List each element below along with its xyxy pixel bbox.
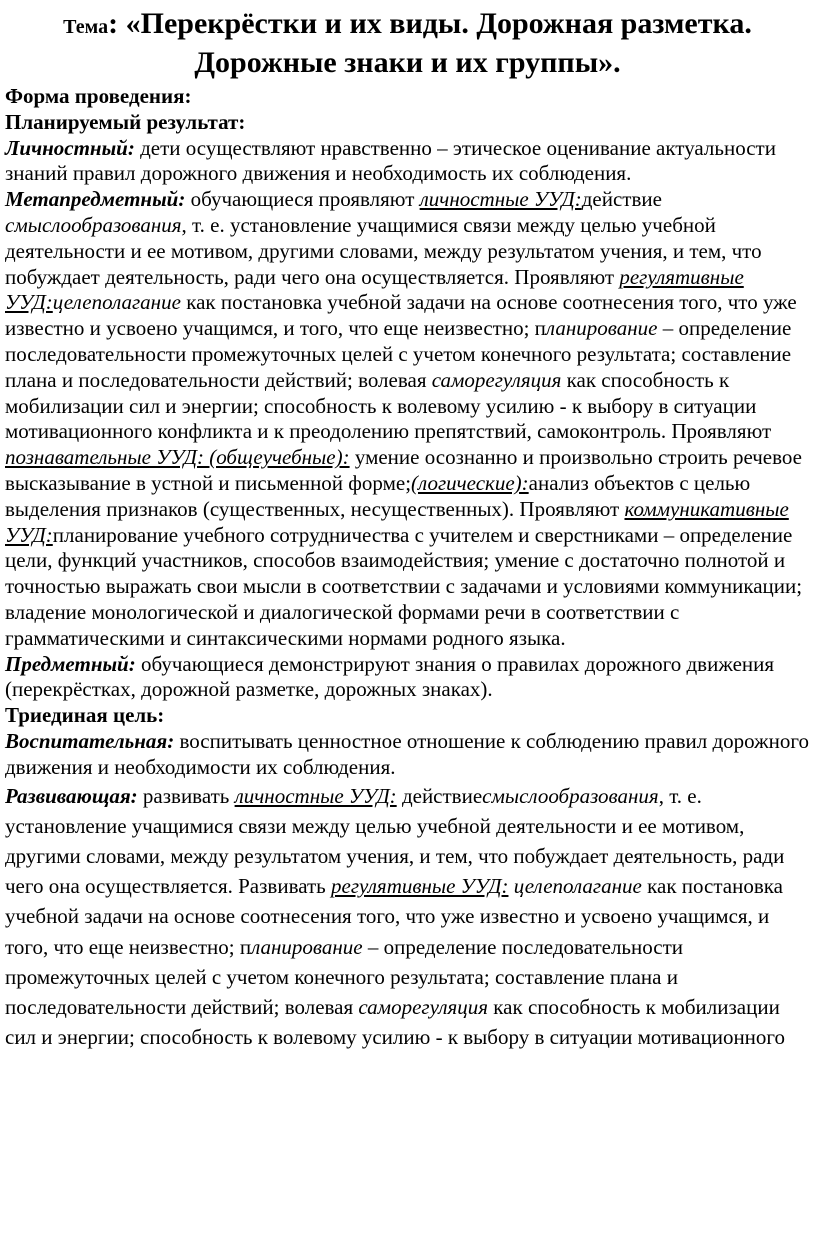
result-heading: Планируемый результат: (5, 109, 246, 134)
meta-term: (логические): (411, 470, 529, 495)
developing-term: целеполагание (513, 874, 642, 899)
developing-text: действие (396, 783, 483, 808)
meta-label: Метапредметный: (5, 187, 186, 212)
meta-paragraph (5, 187, 810, 651)
meta-text: планирование учебного сотрудничества с учителем и сверстниками – определение цели, функций участников, способов взаимодействия; умение с достаточно полнотой и точностью выражать свои мысли в соответствии с задачами и условиями коммуникации; владение монологической и диалогической формами речи в соответствии с грамматическими и синтаксическими нормами родного языка. (5, 522, 803, 650)
title-colon: : (108, 7, 126, 40)
developing-term: саморегуляция (358, 994, 489, 1019)
meta-text: умение осознанно и произвольно строить речевое высказывание в устной и письменной форме; (5, 445, 802, 495)
educational-paragraph (5, 729, 810, 781)
developing-text: развивать (137, 783, 235, 808)
meta-text: обучающиеся проявляют (185, 187, 420, 212)
meta-term: ланирование (545, 316, 658, 341)
subject-paragraph (5, 652, 810, 704)
developing-text: как способность к мобилизации сил и энергии; способность к волевому усилию - к выбору в ситуации мотивационного (5, 994, 786, 1050)
developing-term: личностные УУД: (234, 783, 397, 808)
developing-term: регулятивные УУД: (331, 874, 509, 899)
meta-term: коммуникативные УУД: (5, 496, 789, 547)
meta-term: познавательные УУД: (общеучебные): (5, 445, 350, 470)
subject-text: обучающиеся демонстрируют знания о правилах дорожного движения (перекрёстках, дорожной разметке, дорожных знаках). (5, 651, 775, 702)
developing-text: – определение последовательности промежуточных целей с учетом конечного результата; составление плана и последовательности действий; волевая (5, 934, 684, 1019)
title-text: «Перекрёстки и их виды. Дорожная разметка. Дорожные знаки и их группы». (125, 7, 752, 79)
educational-label: Воспитательная: (5, 728, 175, 753)
meta-term: целеполагание (52, 290, 181, 315)
meta-term: саморегуляция (431, 367, 562, 392)
personal-label: Личностный: (5, 135, 135, 160)
meta-term: смыслообразования (5, 212, 182, 237)
subject-label: Предметный: (5, 651, 136, 676)
developing-paragraph (5, 781, 810, 1053)
meta-term: личностные УУД: (419, 187, 582, 212)
meta-text: действие (581, 187, 662, 212)
developing-label: Развивающая: (5, 783, 138, 808)
educational-text: воспитывать ценностное отношение к соблюдению правил дорожного движения и необходимости их соблюдения. (5, 728, 809, 779)
meta-text: анализ объектов с целью выделения признаков (существенных, несущественных). Проявляют (5, 470, 751, 521)
meta-text: как постановка учебной задачи на основе соотнесения того, что уже известно и усвоено учащимся, и того, что еще неизвестно; п (5, 290, 797, 341)
developing-term: смыслообразования (482, 783, 659, 808)
meta-term: регулятивные УУД: (5, 264, 744, 315)
goal-heading: Триединая цель: (5, 703, 165, 728)
page-title (5, 6, 810, 81)
meta-text: – определение последовательности промежуточных целей с учетом конечного результата; составление плана и последовательности действий; волевая (5, 316, 792, 392)
developing-text: , т. е. установление учащимися связи между целью учебной деятельности и ее мотивом, другими словами, между результатом учения, и тем, что побуждает деятельность, ради чего она осуществляется. Развивать (5, 783, 785, 899)
meta-text: как способность к мобилизации сил и энергии; способность к волевому усилию - к выбору в ситуации мотивационного конфликта и к преодолению препятствий, самоконтроль. Проявляют (5, 367, 772, 444)
form-heading: Форма проведения: (5, 84, 192, 108)
personal-paragraph (5, 136, 810, 188)
meta-text: , т. е. установление учащимися связи между целью учебной деятельности и ее мотивом, другими словами, между результатом учения, и тем, что побуждает деятельность, ради чего она осуществляется. Проявляют (5, 212, 762, 289)
developing-term: ланирование (251, 934, 363, 959)
personal-text: дети осуществляют нравственно – этическое оценивание актуальности знаний правил дорожного движения и необходимость их соблюдения. (5, 135, 776, 186)
title-label: Тема (63, 16, 109, 38)
developing-text: как постановка учебной задачи на основе соотнесения того, что уже известно и усвоено учащимся, и того, что еще неизвестно; п (5, 874, 783, 959)
